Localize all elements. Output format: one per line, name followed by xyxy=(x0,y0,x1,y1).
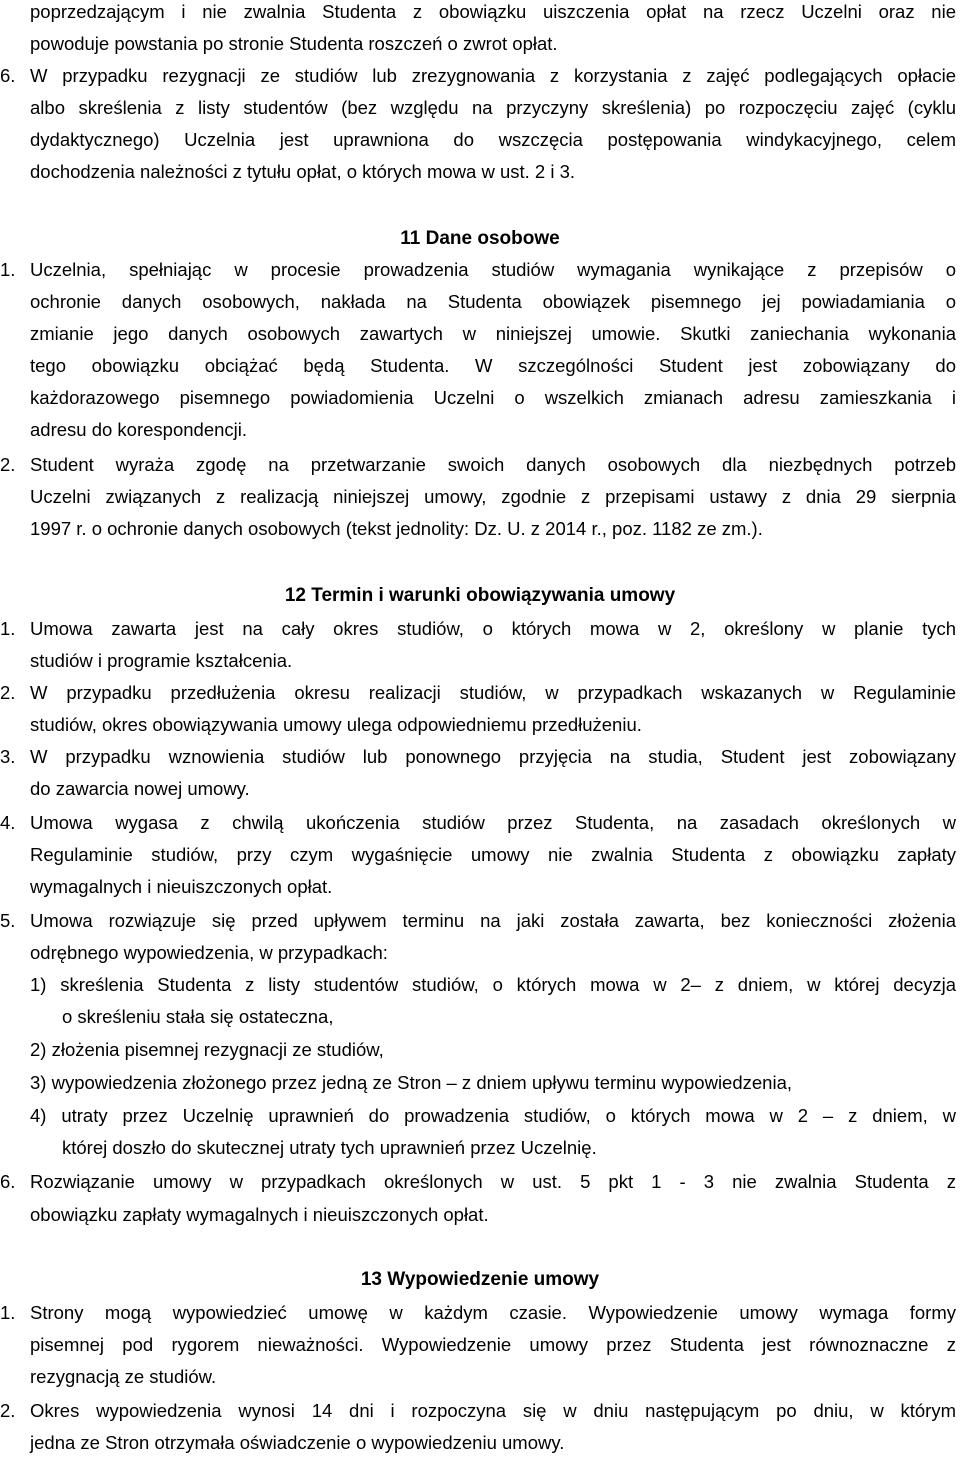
s11-item-1-line-4: tego obowiązku obciążać będą Studenta. W szczególności Student jest zobowiązany do xyxy=(30,355,956,376)
s13-item-1-line-1: Strony mogą wypowiedzieć umowę w każdym czasie. Wypowiedzenie umowy wymaga formy xyxy=(30,1302,956,1323)
s12-item-5-line-2: odrębnego wypowiedzenia, w przypadkach: xyxy=(30,942,388,963)
section-13-heading: 13 Wypowiedzenie umowy xyxy=(360,1269,600,1290)
section-12-heading: 12 Termin i warunki obowiązywania umowy xyxy=(284,585,676,606)
s12-item-3-line-1: W przypadku wznowienia studiów lub ponownego przyjęcia na studia, Student jest zobowiązany xyxy=(30,746,956,767)
s12-item-2-line-2: studiów, okres obowiązywania umowy ulega odpowiedniemu przedłużeniu. xyxy=(30,714,642,735)
s13-item-1-line-2: pisemnej pod rygorem nieważności. Wypowiedzenie umowy przez Studenta jest równoznaczne z xyxy=(30,1334,956,1355)
s12-item-1-number: 1. xyxy=(0,618,16,639)
s12-item-5-sub-2: 2) złożenia pisemnej rezygnacji ze studiów, xyxy=(30,1039,384,1060)
s12-item-5-sub-3: 3) wypowiedzenia złożonego przez jedną ze Stron – z dniem upływu terminu wypowiedzenia, xyxy=(30,1072,792,1093)
s12-item-3-number: 3. xyxy=(0,746,16,767)
intro-line-1: poprzedzającym i nie zwalnia Studenta z obowiązku uiszczenia opłat na rzecz Uczelni oraz nie xyxy=(30,1,956,22)
s12-item-6-line-1: Rozwiązanie umowy w przypadkach określonych w ust. 5 pkt 1 - 3 nie zwalnia Studenta z xyxy=(30,1171,956,1192)
s11-item-1-line-6: adresu do korespondencji. xyxy=(30,419,248,440)
s12-item-5-sub-1-line-2: o skreśleniu stała się ostateczna, xyxy=(62,1006,334,1027)
s12-item-6-line-2: obowiązku zapłaty wymagalnych i nieuiszczonych opłat. xyxy=(30,1204,489,1225)
s11-item-1-line-5: każdorazowego pisemnego powiadomienia Uczelni o wszelkich zmianach adresu zamieszkania i xyxy=(30,387,956,408)
point-6-number: 6. xyxy=(0,65,16,86)
s11-item-1-line-1: Uczelnia, spełniając w procesie prowadzenia studiów wymagania wynikające z przepisów o xyxy=(30,259,956,280)
section-11-heading: 11 Dane osobowe xyxy=(400,228,560,249)
s12-item-4-line-1: Umowa wygasa z chwilą ukończenia studiów przez Studenta, na zasadach określonych w xyxy=(30,812,956,833)
s12-item-3-line-2: do zawarcia nowej umowy. xyxy=(30,778,250,799)
point-6-line-2: albo skreślenia z listy studentów (bez względu na przyczyny skreślenia) po rozpoczęciu zajęć (cyklu xyxy=(30,97,956,118)
s11-item-1-line-3: zmianie jego danych osobowych zawartych w niniejszej umowie. Skutki zaniechania wykonania xyxy=(30,323,956,344)
s11-item-1-line-2: ochronie danych osobowych, nakłada na Studenta obowiązek pisemnego jej powiadamiania o xyxy=(30,291,956,312)
s12-item-1-line-1: Umowa zawarta jest na cały okres studiów, o których mowa w 2, określony w planie tych xyxy=(30,618,956,639)
s12-item-5-sub-1-line-1: 1) skreślenia Studenta z listy studentów studiów, o których mowa w 2– z dniem, w której decyzja xyxy=(30,974,956,995)
s12-item-2-line-1: W przypadku przedłużenia okresu realizacji studiów, w przypadkach wskazanych w Regulaminie xyxy=(30,682,956,703)
point-6-line-1: W przypadku rezygnacji ze studiów lub zrezygnowania z korzystania z zajęć podlegających opłacie xyxy=(30,65,956,86)
s13-item-1-number: 1. xyxy=(0,1302,16,1323)
s11-item-2-line-1: Student wyraża zgodę na przetwarzanie swoich danych osobowych dla niezbędnych potrzeb xyxy=(30,454,956,475)
s12-item-6-number: 6. xyxy=(0,1171,16,1192)
s13-item-2-line-1: Okres wypowiedzenia wynosi 14 dni i rozpoczyna się w dniu następującym po dniu, w którym xyxy=(30,1400,956,1421)
point-6-line-3: dydaktycznego) Uczelnia jest uprawniona do wszczęcia postępowania windykacyjnego, celem xyxy=(30,129,956,150)
s13-item-1-line-3: rezygnacją ze studiów. xyxy=(30,1366,217,1387)
s11-item-2-number: 2. xyxy=(0,454,16,475)
s11-item-2-line-3: 1997 r. o ochronie danych osobowych (tekst jednolity: Dz. U. z 2014 r., poz. 1182 ze zm.). xyxy=(30,518,763,539)
s12-item-1-line-2: studiów i programie kształcenia. xyxy=(30,650,293,671)
s12-item-4-number: 4. xyxy=(0,812,16,833)
intro-line-2: powoduje powstania po stronie Studenta roszczeń o zwrot opłat. xyxy=(30,33,558,54)
s12-item-5-number: 5. xyxy=(0,910,16,931)
s12-item-4-line-2: Regulaminie studiów, przy czym wygaśnięcie umowy nie zwalnia Studenta z obowiązku zapłaty xyxy=(30,844,956,865)
s11-item-2-line-2: Uczelni związanych z realizacją niniejszej umowy, zgodnie z przepisami ustawy z dnia 29 sierpnia xyxy=(30,486,956,507)
s13-item-2-number: 2. xyxy=(0,1400,16,1421)
point-6-line-4: dochodzenia należności z tytułu opłat, o których mowa w ust. 2 i 3. xyxy=(30,161,576,182)
s12-item-5-line-1: Umowa rozwiązuje się przed upływem terminu na jaki została zawarta, bez konieczności złożenia xyxy=(30,910,956,931)
s13-item-2-line-2: jedna ze Stron otrzymała oświadczenie o wypowiedzeniu umowy. xyxy=(30,1432,565,1453)
s11-item-1-number: 1. xyxy=(0,259,16,280)
s12-item-5-sub-4-line-2: której doszło do skutecznej utraty tych uprawnień przez Uczelnię. xyxy=(62,1137,597,1158)
s12-item-4-line-3: wymagalnych i nieuiszczonych opłat. xyxy=(30,876,333,897)
s12-item-5-sub-4-line-1: 4) utraty przez Uczelnię uprawnień do prowadzenia studiów, o których mowa w 2 – z dniem, w xyxy=(30,1105,956,1126)
s12-item-2-number: 2. xyxy=(0,682,16,703)
